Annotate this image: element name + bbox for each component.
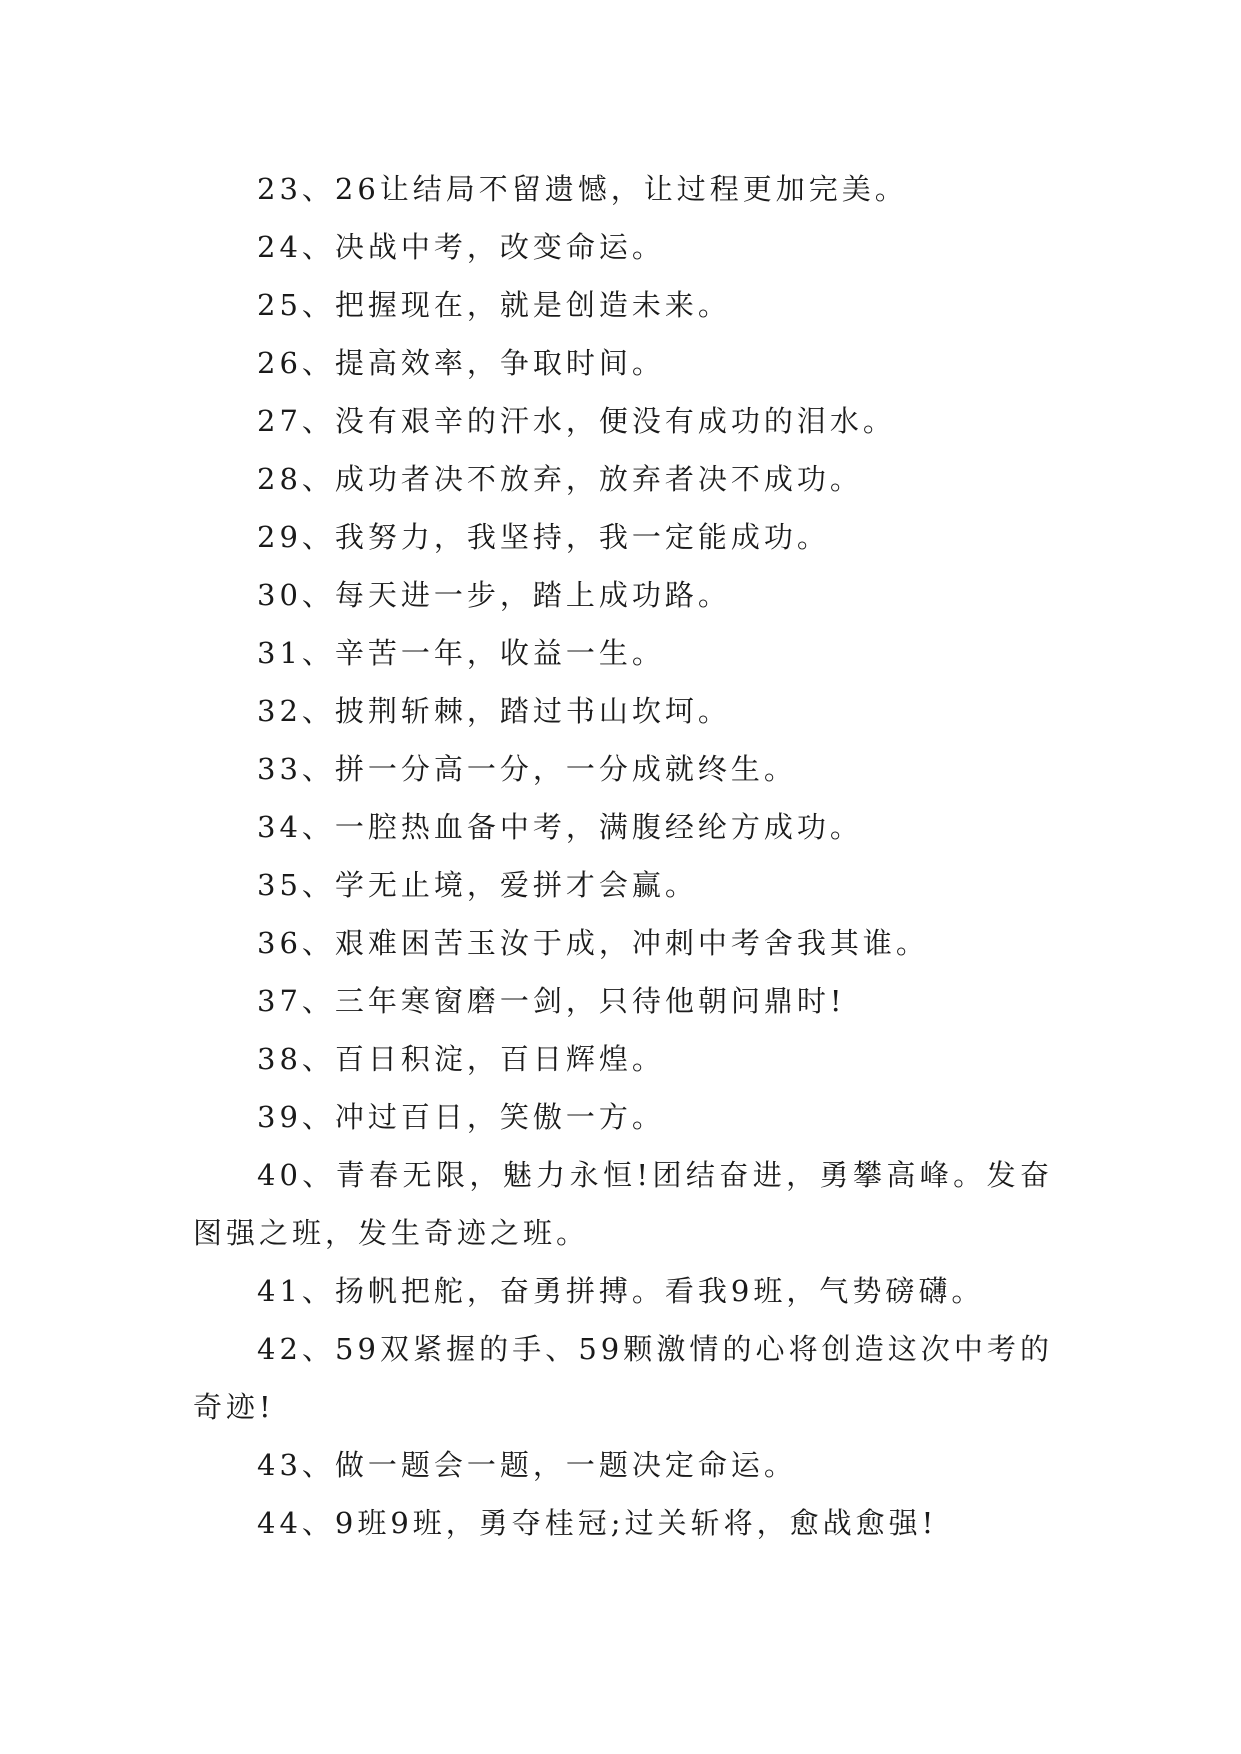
paragraph-29: 29、我努力，我坚持，我一定能成功。	[257, 520, 830, 554]
paragraph-23: 23、26让结局不留遗憾，让过程更加完美。	[257, 172, 908, 206]
paragraph-40: 40、青春无限，魅力永恒!团结奋进，勇攀高峰。发奋图强之班，发生奇迹之班。	[193, 1158, 1053, 1250]
paragraph-38: 38、百日积淀，百日辉煌。	[257, 1042, 665, 1076]
paragraph-25: 25、把握现在，就是创造未来。	[257, 288, 731, 322]
paragraph-36: 36、艰难困苦玉汝于成，冲刺中考舍我其谁。	[257, 926, 929, 960]
paragraph-26: 26、提高效率，争取时间。	[257, 346, 665, 380]
paragraph-34: 34、一腔热血备中考，满腹经纶方成功。	[257, 810, 863, 844]
paragraph-31: 31、辛苦一年，收益一生。	[257, 636, 665, 670]
paragraph-42: 42、59双紧握的手、59颗激情的心将创造这次中考的奇迹!	[193, 1332, 1053, 1424]
paragraph-33: 33、拼一分高一分，一分成就终生。	[257, 752, 797, 786]
paragraph-37: 37、三年寒窗磨一剑，只待他朝问鼎时!	[257, 984, 846, 1018]
document-body	[193, 160, 1053, 1552]
paragraph-39: 39、冲过百日，笑傲一方。	[257, 1100, 665, 1134]
paragraph-24: 24、决战中考，改变命运。	[257, 230, 665, 264]
paragraph-35: 35、学无止境，爱拼才会赢。	[257, 868, 698, 902]
paragraph-27: 27、没有艰辛的汗水，便没有成功的泪水。	[257, 404, 896, 438]
paragraph-32: 32、披荆斩棘，踏过书山坎坷。	[257, 694, 731, 728]
paragraph-28: 28、成功者决不放弃，放弃者决不成功。	[257, 462, 863, 496]
paragraph-43: 43、做一题会一题，一题决定命运。	[257, 1448, 797, 1482]
paragraph-44: 44、9班9班，勇夺桂冠;过关斩将，愈战愈强!	[257, 1506, 938, 1540]
paragraph-30: 30、每天进一步，踏上成功路。	[257, 578, 731, 612]
paragraph-41: 41、扬帆把舵，奋勇拼搏。看我9班，气势磅礴。	[257, 1274, 985, 1308]
